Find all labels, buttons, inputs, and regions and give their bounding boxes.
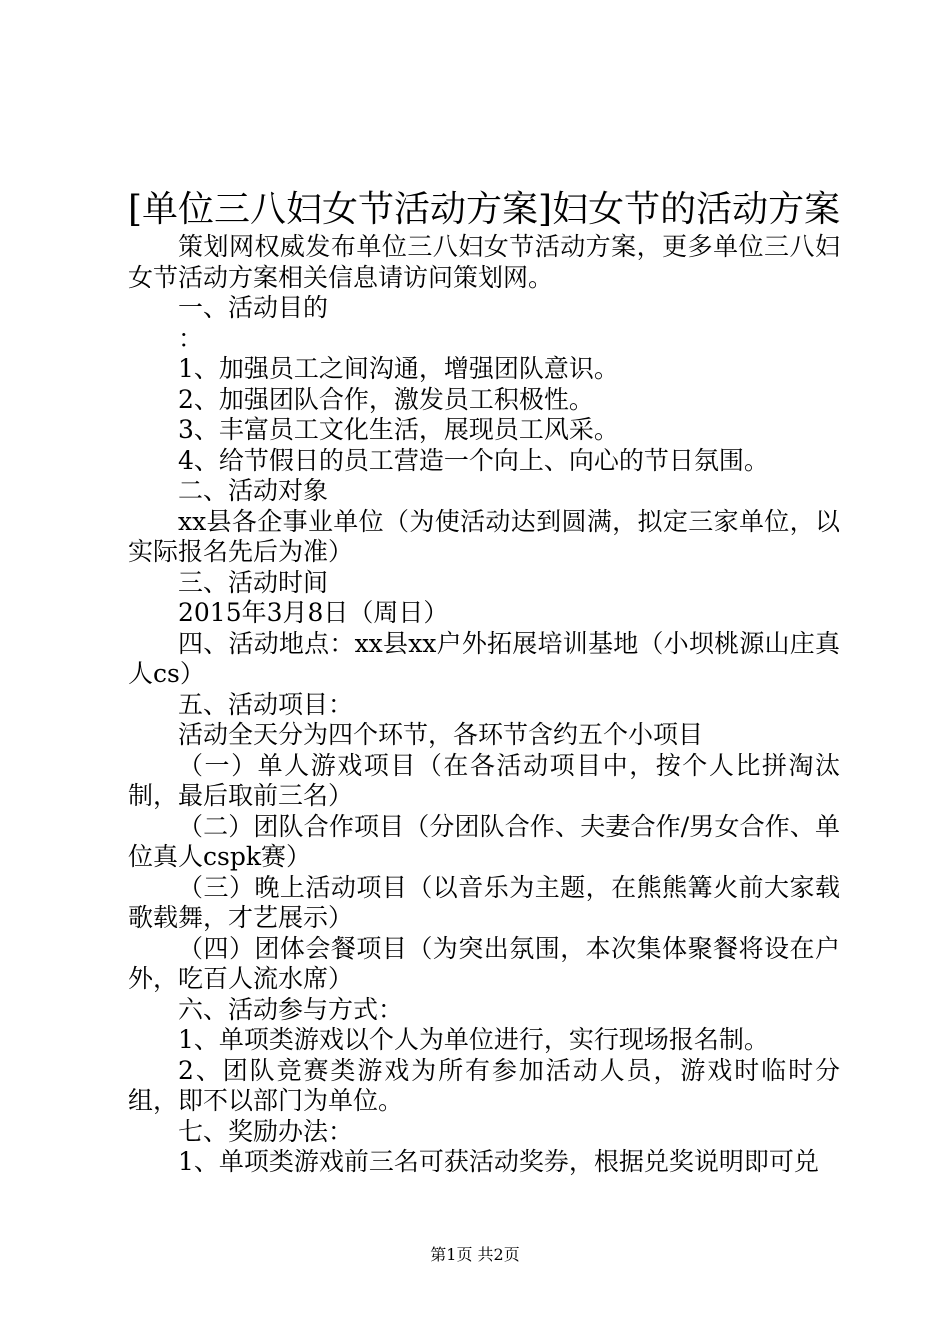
participation-item-2: 2、团队竞赛类游戏为所有参加活动人员，游戏时临时分组，即不以部门为单位。: [128, 1055, 840, 1115]
purpose-item-4: 4、给节假日的员工营造一个向上、向心的节日氛围。: [178, 445, 769, 475]
item-group-dinner: （四）团体会餐项目（为突出氛围，本次集体聚餐将设在户外，吃百人流水席）: [128, 933, 840, 993]
item-single-game: （一）单人游戏项目（在各活动项目中，按个人比拼淘汰制，最后取前三名）: [128, 750, 840, 810]
heading-rewards: 七、奖励办法：: [178, 1116, 354, 1146]
participation-item-1: 1、单项类游戏以个人为单位进行，实行现场报名制。: [178, 1025, 769, 1054]
heading-items: 五、活动项目：: [178, 689, 354, 719]
purpose-item-2: 2、加强团队合作，激发员工积极性。: [178, 384, 594, 414]
document-title: [单位三八妇女节活动方案]妇女节的活动方案: [128, 189, 841, 230]
purpose-item-1: 1、加强员工之间沟通，增强团队意识。: [178, 354, 619, 383]
item-team-game: （二）团队合作项目（分团队合作、夫妻合作/男女合作、单位真人cspk赛）: [128, 811, 840, 871]
page-footer: 第1页 共2页: [430, 1245, 520, 1264]
paragraph-target: xx县各企事业单位（为使活动达到圆满，拟定三家单位，以实际报名先后为准）: [128, 506, 840, 566]
heading-purpose: 一、活动目的: [178, 293, 329, 322]
paragraph-items-overview: 活动全天分为四个环节，各环节含约五个小项目: [178, 720, 704, 749]
paragraph-location: 四、活动地点：xx县xx户外拓展培训基地（小坝桃源山庄真人cs）: [128, 628, 840, 688]
heading-target: 二、活动对象: [178, 476, 329, 505]
heading-participation: 六、活动参与方式：: [178, 994, 404, 1024]
paragraph-colon: ：: [178, 323, 204, 353]
paragraph-intro: 策划网权威发布单位三八妇女节活动方案，更多单位三八妇女节活动方案相关信息请访问策划网。: [128, 232, 840, 292]
paragraph-date: 2015年3月8日（周日）: [178, 598, 449, 627]
document-body: [128, 232, 840, 1178]
rewards-item-1: 1、单项类游戏前三名可获活动奖券，根据兑奖说明即可兑: [178, 1147, 819, 1176]
item-evening-activity: （三）晚上活动项目（以音乐为主题，在熊熊篝火前大家载歌载舞，才艺展示）: [128, 872, 840, 932]
heading-time: 三、活动时间: [178, 567, 329, 597]
purpose-item-3: 3、丰富员工文化生活，展现员工风采。: [178, 415, 619, 444]
